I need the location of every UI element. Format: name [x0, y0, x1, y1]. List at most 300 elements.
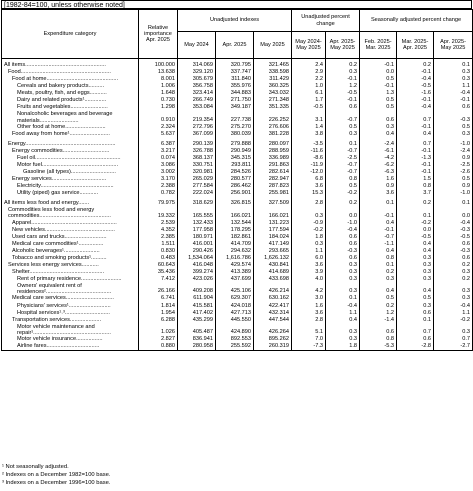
table-row — [2, 76, 473, 83]
value-cell: 0.3 — [434, 295, 473, 302]
value-cell: 424.018 — [216, 303, 254, 310]
value-cell: 336.989 — [254, 155, 292, 162]
value-cell: 19.332 — [139, 207, 178, 219]
value-cell: 445.550 — [216, 317, 254, 324]
table-row — [2, 124, 473, 131]
value-cell: 0.2 — [397, 197, 434, 207]
value-cell: 131.223 — [254, 220, 292, 227]
cpi-table — [1, 9, 473, 351]
value-cell: 13.638 — [139, 69, 178, 76]
category-cell: Food at home.............................................. — [2, 76, 139, 83]
value-cell: 323.414 — [178, 90, 216, 97]
value-cell: 293.811 — [216, 162, 254, 169]
value-cell: 280.958 — [178, 343, 216, 351]
value-cell: 433.698 — [254, 276, 292, 283]
table-row — [2, 262, 473, 269]
value-cell: 166.021 — [254, 207, 292, 219]
value-cell: 79.975 — [139, 197, 178, 207]
value-cell: 0.2 — [360, 303, 397, 310]
value-cell: 0.1 — [326, 138, 360, 148]
value-cell: -0.4 — [326, 227, 360, 234]
category-cell: Commodities less food and energy commodities.............................................. — [2, 207, 139, 219]
footnote: ² Indexes on a December 1982=100 base. — [2, 472, 111, 478]
value-cell: 0.4 — [326, 317, 360, 324]
value-cell: 0.1 — [397, 207, 434, 219]
value-cell: 291.863 — [254, 162, 292, 169]
value-cell: 0.4 — [397, 241, 434, 248]
category-cell: Fruits and vegetables........................ — [2, 104, 139, 111]
value-cell: 294.632 — [216, 248, 254, 255]
value-cell: 416.001 — [178, 241, 216, 248]
value-cell: 399.274 — [178, 269, 216, 276]
category-cell: Alcoholic beverages¹....................... — [2, 248, 139, 255]
value-cell: 2.4 — [292, 59, 326, 70]
value-cell: 427.713 — [216, 310, 254, 317]
value-cell: 0.4 — [360, 248, 397, 255]
value-cell: 1,534.064 — [178, 255, 216, 262]
category-cell: Owners' equivalent rent of residences².......................................... — [2, 283, 139, 295]
value-cell: 6.0 — [292, 255, 326, 262]
value-cell: 0.3 — [326, 336, 360, 343]
value-cell: 1.5 — [397, 176, 434, 183]
value-cell: 4.352 — [139, 227, 178, 234]
table-row — [2, 295, 473, 302]
value-cell: 345.315 — [216, 155, 254, 162]
value-cell: 0.3 — [434, 69, 473, 76]
value-cell: 0.9 — [434, 155, 473, 162]
value-cell: -6.3 — [360, 169, 397, 176]
value-cell: 132.544 — [216, 220, 254, 227]
value-cell: 166.021 — [216, 207, 254, 219]
value-cell: 423.026 — [178, 276, 216, 283]
value-cell: 265.029 — [178, 176, 216, 183]
value-cell: 1.0 — [292, 83, 326, 90]
table-row — [2, 59, 473, 70]
value-cell: 0.0 — [434, 207, 473, 219]
value-cell: 836.941 — [178, 336, 216, 343]
value-cell: 425.106 — [216, 283, 254, 295]
value-cell: 3.6 — [360, 190, 397, 197]
value-cell: 437.699 — [216, 276, 254, 283]
header-importance: Relative importance Apr. 2025 — [139, 10, 178, 59]
value-cell: 2.539 — [139, 220, 178, 227]
value-cell: 0.5 — [326, 183, 360, 190]
value-cell: 8.001 — [139, 76, 178, 83]
value-cell: 0.3 — [326, 276, 360, 283]
value-cell: 426.214 — [254, 283, 292, 295]
value-cell: 5.1 — [292, 324, 326, 336]
value-cell: 630.162 — [254, 295, 292, 302]
table-row — [2, 207, 473, 219]
value-cell: 0.1 — [360, 197, 397, 207]
category-cell: Used cars and trucks........................... — [2, 234, 139, 241]
value-cell: -1.6 — [397, 90, 434, 97]
value-cell: 0.5 — [397, 295, 434, 302]
value-cell: 0.3 — [397, 262, 434, 269]
value-cell: -0.7 — [360, 234, 397, 241]
value-cell: -0.2 — [292, 227, 326, 234]
value-cell: 0.1 — [434, 59, 473, 70]
value-cell: 3.002 — [139, 169, 178, 176]
value-cell: -0.9 — [292, 220, 326, 227]
category-cell: Energy commodities.............................. — [2, 148, 139, 155]
value-cell: 367.099 — [178, 131, 216, 138]
value-cell: 1.511 — [139, 241, 178, 248]
value-cell: 0.3 — [326, 262, 360, 269]
table-row — [2, 162, 473, 169]
category-cell: Motor fuel................................................. — [2, 162, 139, 169]
value-cell: -0.1 — [360, 227, 397, 234]
value-cell: 0.9 — [360, 183, 397, 190]
value-cell: 432.314 — [254, 310, 292, 317]
table-row — [2, 155, 473, 162]
value-cell: 2.2 — [292, 76, 326, 83]
value-cell: 0.483 — [139, 255, 178, 262]
value-cell: -0.1 — [397, 69, 434, 76]
value-cell: 1.954 — [139, 310, 178, 317]
footnote: ¹ Not seasonally adjusted. — [2, 464, 69, 470]
value-cell: 2.9 — [292, 69, 326, 76]
value-cell: 0.3 — [434, 131, 473, 138]
value-cell: -2.8 — [397, 343, 434, 351]
value-cell: 0.3 — [397, 255, 434, 262]
value-cell: 0.7 — [434, 336, 473, 343]
value-cell: 1.2 — [360, 310, 397, 317]
value-cell: 0.3 — [397, 269, 434, 276]
value-cell: 0.6 — [360, 324, 397, 336]
header-col: Mar. 2025-Apr. 2025 — [397, 32, 434, 59]
value-cell: 178.295 — [216, 227, 254, 234]
value-cell: 0.5 — [360, 76, 397, 83]
value-cell: 0.6 — [434, 241, 473, 248]
value-cell: -0.1 — [326, 97, 360, 104]
table-row — [2, 310, 473, 317]
value-cell: 0.5 — [434, 124, 473, 131]
table-row — [2, 111, 473, 123]
table-body — [2, 59, 473, 351]
value-cell: 0.6 — [434, 255, 473, 262]
value-cell: 380.039 — [216, 131, 254, 138]
value-cell: 1.026 — [139, 324, 178, 336]
value-cell: 0.0 — [360, 69, 397, 76]
value-cell: 0.7 — [397, 111, 434, 123]
value-cell: 0.6 — [326, 234, 360, 241]
value-cell: 222.024 — [178, 190, 216, 197]
value-cell: 0.6 — [397, 336, 434, 343]
table-row — [2, 276, 473, 283]
table-row — [2, 183, 473, 190]
value-cell: 282.614 — [254, 169, 292, 176]
category-cell: Energy services................................... — [2, 176, 139, 183]
value-cell: 0.5 — [434, 176, 473, 183]
value-cell: 0.8 — [326, 176, 360, 183]
value-cell: 0.8 — [360, 255, 397, 262]
value-cell: 2.8 — [292, 317, 326, 324]
value-cell: -0.4 — [434, 220, 473, 227]
value-cell: 629.307 — [216, 295, 254, 302]
value-cell: 311.429 — [254, 76, 292, 83]
value-cell: -0.5 — [326, 90, 360, 97]
value-cell: 3.8 — [292, 131, 326, 138]
value-cell: -0.4 — [434, 90, 473, 97]
value-cell: 3.170 — [139, 176, 178, 183]
value-cell: 1.1 — [434, 83, 473, 90]
value-cell: 0.1 — [434, 197, 473, 207]
value-cell: 4.0 — [292, 276, 326, 283]
value-cell: -0.1 — [397, 97, 434, 104]
value-cell: -12.0 — [292, 169, 326, 176]
value-cell: 1.4 — [292, 124, 326, 131]
value-cell: 424.890 — [216, 324, 254, 336]
category-cell: Services less energy services........... — [2, 262, 139, 269]
value-cell: 0.5 — [360, 97, 397, 104]
value-cell: 3.086 — [139, 162, 178, 169]
table-row — [2, 227, 473, 234]
value-cell: 1.8 — [326, 343, 360, 351]
value-cell: 6.741 — [139, 295, 178, 302]
table-row — [2, 248, 473, 255]
table-caption: [1982-84=100, unless otherwise noted] — [1, 0, 472, 9]
value-cell: -0.5 — [397, 83, 434, 90]
table-row — [2, 190, 473, 197]
header-col: May 2024-May 2025 — [292, 32, 326, 59]
table-row — [2, 269, 473, 276]
value-cell: 2.385 — [139, 234, 178, 241]
category-cell: Meats, poultry, fish, and eggs........... — [2, 90, 139, 97]
value-cell: 7.412 — [139, 276, 178, 283]
value-cell: 0.830 — [139, 248, 178, 255]
value-cell: 415.581 — [178, 303, 216, 310]
value-cell: 321.465 — [254, 59, 292, 70]
value-cell: 275.270 — [216, 124, 254, 131]
category-cell: All items.................................................... — [2, 59, 139, 70]
value-cell: 0.5 — [360, 295, 397, 302]
value-cell: 353.084 — [178, 104, 216, 111]
value-cell: -1.0 — [434, 190, 473, 197]
value-cell: 895.262 — [254, 336, 292, 343]
value-cell: 330.751 — [178, 162, 216, 169]
value-cell: 1,616.786 — [216, 255, 254, 262]
value-cell: -8.6 — [292, 155, 326, 162]
value-cell: 288.959 — [254, 148, 292, 155]
value-cell: 35.436 — [139, 269, 178, 276]
value-cell: 0.2 — [434, 276, 473, 283]
value-cell: 327.509 — [254, 197, 292, 207]
value-cell: -0.1 — [397, 162, 434, 169]
value-cell: 0.2 — [326, 197, 360, 207]
value-cell: 0.3 — [434, 324, 473, 336]
value-cell: 226.252 — [254, 111, 292, 123]
value-cell: 0.782 — [139, 190, 178, 197]
value-cell: -0.1 — [360, 83, 397, 90]
value-cell: -0.1 — [326, 76, 360, 83]
value-cell: 0.5 — [360, 104, 397, 111]
table-row — [2, 234, 473, 241]
value-cell: 287.823 — [254, 183, 292, 190]
value-cell: 0.3 — [292, 207, 326, 219]
header-col: Apr. 2025-May 2025 — [434, 32, 473, 59]
value-cell: 182.861 — [216, 234, 254, 241]
value-cell: 447.544 — [254, 317, 292, 324]
value-cell: 0.1 — [397, 317, 434, 324]
value-cell: 255.981 — [254, 190, 292, 197]
value-cell: 4.2 — [292, 283, 326, 295]
value-cell: -0.3 — [434, 248, 473, 255]
value-cell: 0.2 — [326, 59, 360, 70]
value-cell: -0.5 — [292, 104, 326, 111]
value-cell: -0.3 — [434, 227, 473, 234]
value-cell: 282.947 — [254, 176, 292, 183]
value-cell: -2.5 — [326, 155, 360, 162]
value-cell: 6.288 — [139, 317, 178, 324]
value-cell: 0.2 — [397, 59, 434, 70]
value-cell: -0.1 — [360, 207, 397, 219]
value-cell: 435.299 — [178, 317, 216, 324]
value-cell: 272.796 — [178, 124, 216, 131]
value-cell: 426.264 — [254, 324, 292, 336]
value-cell: 611.904 — [178, 295, 216, 302]
table-row — [2, 324, 473, 336]
value-cell: -0.1 — [360, 59, 397, 70]
value-cell: 2.324 — [139, 124, 178, 131]
value-cell: 0.6 — [326, 255, 360, 262]
value-cell: 266.749 — [178, 97, 216, 104]
value-cell: 381.228 — [254, 131, 292, 138]
header-seasonal-pct: Seasonally adjusted percent change — [360, 10, 473, 32]
value-cell: 255.592 — [216, 343, 254, 351]
value-cell: 337.747 — [216, 69, 254, 76]
category-cell: Cereals and bakery products.......... — [2, 83, 139, 90]
value-cell: 329.120 — [178, 69, 216, 76]
value-cell: -0.7 — [326, 162, 360, 169]
table-row — [2, 241, 473, 248]
value-cell: 180.971 — [178, 234, 216, 241]
value-cell: 422.417 — [254, 303, 292, 310]
value-cell: 0.7 — [397, 138, 434, 148]
table-row — [2, 343, 473, 351]
value-cell: 2.8 — [292, 197, 326, 207]
value-cell: -0.4 — [397, 104, 434, 111]
value-cell: 132.433 — [178, 220, 216, 227]
value-cell: -2.7 — [434, 343, 473, 351]
value-cell: -0.2 — [397, 220, 434, 227]
header-col: May 2024 — [178, 32, 216, 59]
table-row — [2, 90, 473, 97]
value-cell: 26.166 — [139, 283, 178, 295]
category-cell: Medical care services............................... — [2, 295, 139, 302]
value-cell: 280.097 — [254, 138, 292, 148]
value-cell: 177.594 — [254, 227, 292, 234]
value-cell: 0.3 — [360, 276, 397, 283]
value-cell: 892.553 — [216, 336, 254, 343]
value-cell: 15.3 — [292, 190, 326, 197]
value-cell: 0.6 — [397, 310, 434, 317]
value-cell: 286.462 — [216, 183, 254, 190]
value-cell: 290.426 — [178, 248, 216, 255]
category-cell: New vehicles............................................. — [2, 227, 139, 234]
value-cell: 227.738 — [216, 111, 254, 123]
value-cell: 0.4 — [397, 248, 434, 255]
value-cell: 60.643 — [139, 262, 178, 269]
value-cell: -0.4 — [397, 76, 434, 83]
value-cell: 344.883 — [216, 90, 254, 97]
value-cell: 0.3 — [434, 76, 473, 83]
value-cell: 0.3 — [434, 283, 473, 295]
value-cell: 0.3 — [326, 269, 360, 276]
value-cell: -0.3 — [326, 248, 360, 255]
value-cell: 290.949 — [216, 148, 254, 155]
value-cell: -11.9 — [292, 162, 326, 169]
value-cell: 280.577 — [216, 176, 254, 183]
category-cell: Airline fares.................................. — [2, 343, 139, 351]
value-cell: -0.4 — [326, 303, 360, 310]
value-cell: 0.3 — [326, 283, 360, 295]
value-cell: 414.689 — [254, 269, 292, 276]
value-cell: 343.032 — [254, 90, 292, 97]
value-cell: 284.526 — [216, 169, 254, 176]
value-cell: 429.574 — [216, 262, 254, 269]
category-cell: Transportation services.................... — [2, 317, 139, 324]
value-cell: -11.6 — [292, 148, 326, 155]
value-cell: -0.1 — [397, 169, 434, 176]
value-cell: 0.9 — [434, 183, 473, 190]
value-cell: 0.6 — [360, 111, 397, 123]
value-cell: 0.2 — [360, 269, 397, 276]
value-cell: 1.8 — [292, 234, 326, 241]
value-cell: 0.8 — [360, 336, 397, 343]
value-cell: 351.335 — [254, 104, 292, 111]
value-cell: 0.6 — [434, 104, 473, 111]
value-cell: -3.5 — [292, 138, 326, 148]
footnote: ³ Indexes on a December 1996=100 base. — [2, 480, 111, 486]
value-cell: 0.074 — [139, 155, 178, 162]
value-cell: 413.389 — [216, 269, 254, 276]
value-cell: 0.3 — [326, 131, 360, 138]
category-cell: All items less food and energy....... — [2, 197, 139, 207]
value-cell: 0.1 — [326, 295, 360, 302]
value-cell: -0.1 — [397, 148, 434, 155]
value-cell: 0.4 — [360, 220, 397, 227]
category-cell: Shelter................................................ — [2, 269, 139, 276]
value-cell: -1.0 — [434, 138, 473, 148]
header-unadjusted-pct: Unadjusted percent change — [292, 10, 360, 32]
table-row — [2, 148, 473, 155]
category-cell: Medical care commodities¹................ — [2, 241, 139, 248]
table-row — [2, 220, 473, 227]
value-cell: -5.3 — [360, 343, 397, 351]
value-cell: 430.841 — [254, 262, 292, 269]
category-cell: Nonalcoholic beverages and beverage materials......................... — [2, 111, 139, 123]
value-cell: 1.006 — [139, 83, 178, 90]
value-cell: 326.788 — [178, 148, 216, 155]
value-cell: 409.208 — [178, 283, 216, 295]
value-cell: 3.6 — [292, 262, 326, 269]
value-cell: -1.0 — [326, 220, 360, 227]
value-cell: 184.024 — [254, 234, 292, 241]
value-cell: 0.8 — [397, 183, 434, 190]
value-cell: 1.2 — [326, 83, 360, 90]
value-cell: 416.048 — [178, 262, 216, 269]
category-cell: Motor vehicle insurance................. — [2, 336, 139, 343]
value-cell: 1.6 — [292, 303, 326, 310]
value-cell: 1.1 — [292, 248, 326, 255]
value-cell: 0.2 — [434, 262, 473, 269]
header-col: Apr. 2025 — [216, 32, 254, 59]
value-cell: 3.6 — [292, 310, 326, 317]
value-cell: 277.584 — [178, 183, 216, 190]
value-cell: 1.7 — [292, 97, 326, 104]
category-cell: Other food at home.......................... — [2, 124, 139, 131]
